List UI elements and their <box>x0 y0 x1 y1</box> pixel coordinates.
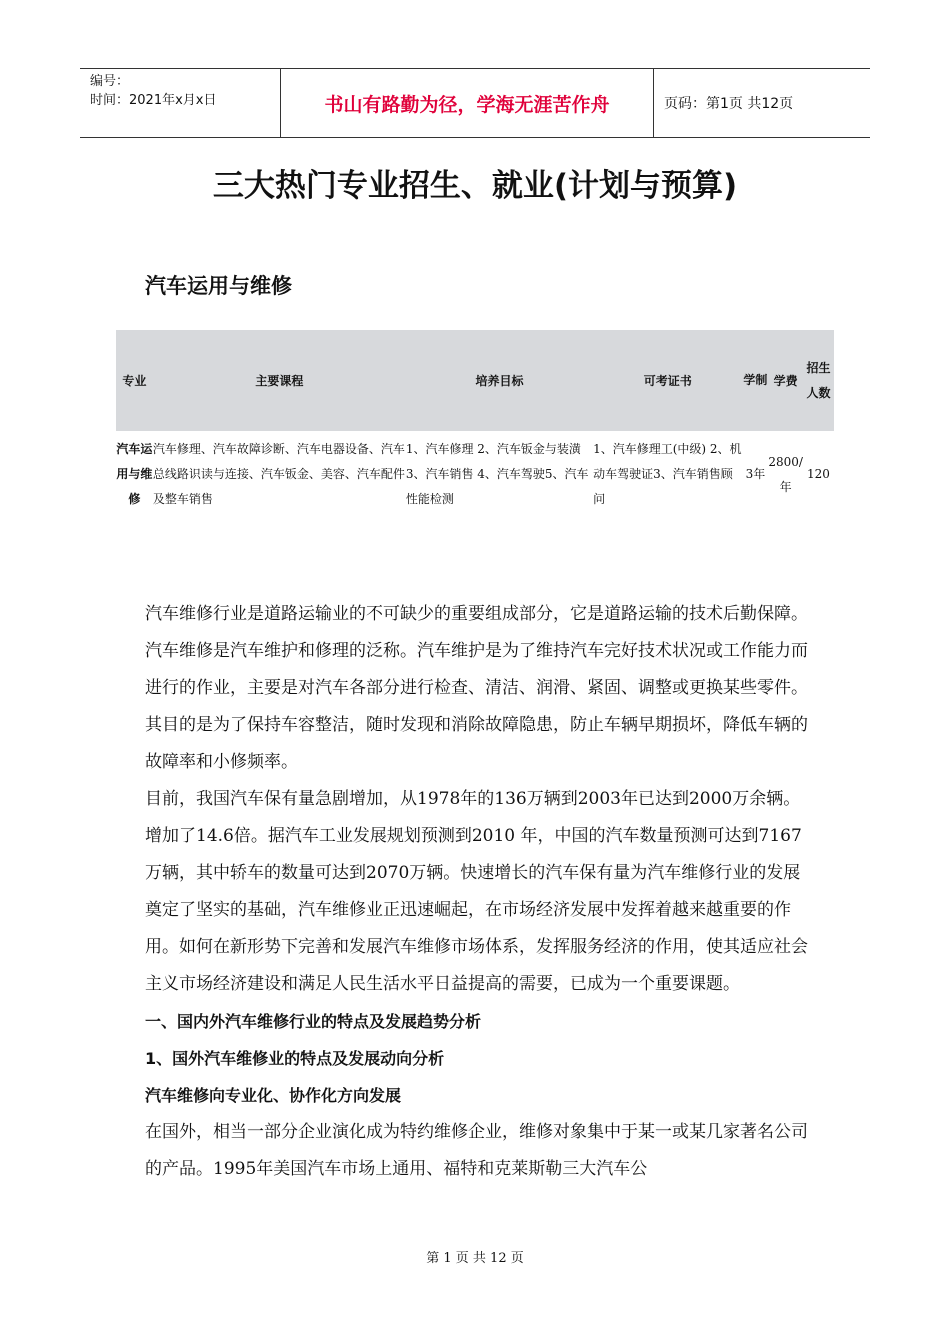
table-header-row <box>116 330 834 431</box>
section-title: 汽车运用与维修 <box>145 274 292 298</box>
heading-3: 汽车维修向专业化、协作化方向发展 <box>145 1086 402 1105</box>
header-count: 招生人数 <box>803 330 834 431</box>
header-years: 学制 <box>742 330 768 431</box>
cell-courses: 汽车修理、汽车故障诊断、汽车电器设备、汽车总线路识读与连接、汽车钣金、美容、汽车配件及整车销售 <box>152 442 405 506</box>
heading-1: 一、国内外汽车维修行业的特点及发展趋势分析 <box>145 1012 482 1031</box>
cell-fee: 2800/年 <box>768 454 803 494</box>
cell-major: 汽车运用与维修 <box>116 442 153 506</box>
cell-count: 120 <box>807 467 830 481</box>
paragraph-3: 在国外，相当一部分企业演化成为特约维修企业，维修对象集中于某一或某几家著名公司的产品。1995年美国汽车市场上通用、福特和克莱斯勒三大汽车公 <box>145 1122 808 1179</box>
table-row <box>116 431 834 512</box>
cell-years: 3年 <box>745 467 766 481</box>
time-label: 时间：2021年x月x日 <box>90 93 217 108</box>
page-footer: 第 1 页 共 12 页 <box>426 1251 524 1266</box>
header-meta <box>80 69 281 137</box>
paragraph-2: 目前，我国汽车保有量急剧增加，从1978年的136万辆到2003年已达到2000万余辆。增加了14.6倍。据汽车工业发展规划预测到2010 年，中国的汽车数量预测可达到7167万辆，其中轿车的数量可达到2070万辆。快速增长的汽车保有量为汽车维修行业的发展奠定了坚实的基础，汽车维修业正迅速崛起，在市场经济发展中发挥着越来越重要的作用。如何在新形势下完善和发展汽车维修市场体系，发挥服务经济的作用，使其适应社会主义市场经济建设和满足人民生活水平日益提高的需要，已成为一个重要课题。 <box>145 789 808 994</box>
header-cert: 可考证书 <box>593 330 742 431</box>
paragraph-1: 汽车维修行业是道路运输业的不可缺少的重要组成部分，它是道路运输的技术后勤保障。汽车维修是汽车维护和修理的泛称。汽车维护是为了维持汽车完好技术状况或工作能力而进行的作业，主要是对汽车各部分进行检查、清洁、润滑、紧固、调整或更换某些零件。其目的是为了保持车容整洁，随时发现和消除故障隐患，防止车辆早期损坏，降低车辆的故障率和小修频率。 <box>145 604 808 772</box>
header-courses: 主要课程 <box>153 330 406 431</box>
page-header <box>80 68 870 138</box>
header-page-info: 页码：第1页 共12页 <box>664 96 794 112</box>
cell-cert: 1、汽车修理工(中级) 2、机动车驾驶证3、汽车销售顾问 <box>593 442 742 506</box>
header-major: 专业 <box>116 330 153 431</box>
heading-2: 1、国外汽车维修业的特点及发展动向分析 <box>145 1049 445 1068</box>
number-label: 编号： <box>90 74 130 89</box>
header-motto: 书山有路勤为径，学海无涯苦作舟 <box>281 69 654 137</box>
body-text <box>145 596 808 1188</box>
header-fee: 学费 <box>768 330 803 431</box>
document-title: 三大热门专业招生、就业(计划与预算) <box>212 168 738 204</box>
cell-goal: 1、汽车修理 2、汽车钣金与装潢3、汽车销售 4、汽车驾驶5、汽车性能检测 <box>405 442 589 506</box>
header-goal: 培养目标 <box>406 330 593 431</box>
program-table <box>116 330 834 512</box>
